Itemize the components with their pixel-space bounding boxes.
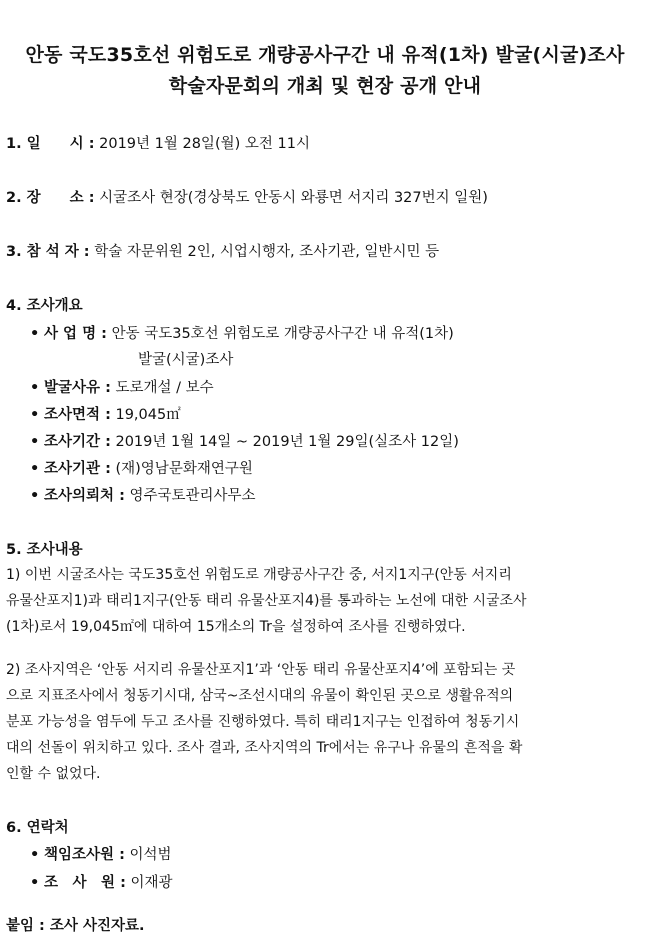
project-name-value-1: 안동 국도35호선 위험도로 개량공사구간 내 유적(1차) bbox=[111, 326, 454, 342]
investigator-value: 이재광 bbox=[130, 875, 173, 891]
content-heading: 5. 조사내용 bbox=[6, 542, 83, 558]
reason-item bbox=[30, 376, 214, 397]
investigator-item bbox=[30, 871, 173, 892]
period-item bbox=[30, 430, 459, 451]
client-label: 조사의뢰처 : bbox=[44, 488, 125, 504]
bullet-dot: • bbox=[30, 326, 40, 342]
project-name-value-2: 발굴(시굴)조사 bbox=[138, 352, 234, 368]
bullet-dot: • bbox=[30, 875, 40, 891]
bullet-dot: • bbox=[30, 434, 40, 450]
chief-investigator-value: 이석범 bbox=[129, 847, 172, 863]
attachment-note: 붙임 : 조사 사진자료. bbox=[6, 918, 145, 934]
investigator-label: 조 사 원 : bbox=[44, 875, 126, 891]
attendees-value: 학술 자문위원 2인, 시업시행자, 조사기관, 일반시민 등 bbox=[94, 244, 440, 260]
project-name-item bbox=[30, 322, 454, 343]
content-paragraph-2 bbox=[6, 657, 646, 787]
overview-heading: 4. 조사개요 bbox=[6, 298, 83, 314]
area-label: 조사면적 : bbox=[44, 407, 111, 423]
place-row bbox=[6, 186, 488, 207]
paragraph-line: 유물산포지1)과 태리1지구(안동 태리 유물산포지4)를 통과하는 노선에 대한 시굴조사 bbox=[6, 593, 527, 609]
paragraph-line: 으로 지표조사에서 청동기시대, 삼국~조선시대의 유물이 확인된 곳으로 생활유적의 bbox=[6, 688, 514, 704]
reason-value: 도로개설 / 보수 bbox=[115, 380, 214, 396]
place-label: 2. 장 소 : bbox=[6, 190, 95, 206]
paragraph-line: (1차)로서 19,045㎡에 대하여 15개소의 Tr을 설정하여 조사를 진행하였다. bbox=[6, 619, 466, 635]
paragraph-line: 대의 선돌이 위치하고 있다. 조사 결과, 조사지역의 Tr에서는 유구나 유물의 흔적을 확 bbox=[6, 740, 523, 756]
bullet-dot: • bbox=[30, 488, 40, 504]
contact-heading: 6. 연락처 bbox=[6, 820, 69, 836]
attendees-row bbox=[6, 240, 439, 261]
content-paragraph-1 bbox=[6, 562, 646, 640]
chief-investigator-item bbox=[30, 843, 172, 864]
date-value: 2019년 1월 28일(월) 오전 11시 bbox=[99, 136, 310, 152]
date-label: 1. 일 시 : bbox=[6, 136, 95, 152]
paragraph-line: 분포 가능성을 염두에 두고 조사를 진행하였다. 특히 태리1지구는 인접하여 청동기시 bbox=[6, 714, 520, 730]
bullet-dot: • bbox=[30, 407, 40, 423]
bullet-dot: • bbox=[30, 847, 40, 863]
agency-item bbox=[30, 457, 253, 478]
project-name-label: 사 업 명 : bbox=[44, 326, 107, 342]
reason-label: 발굴사유 : bbox=[44, 380, 111, 396]
chief-investigator-label: 책임조사원 : bbox=[44, 847, 125, 863]
title-line-2: 학술자문회의 개최 및 현장 공개 안내 bbox=[168, 75, 482, 97]
agency-value: (재)영남문화재연구원 bbox=[115, 461, 253, 477]
agency-label: 조사기관 : bbox=[44, 461, 111, 477]
period-value: 2019년 1월 14일 ~ 2019년 1월 29일(실조사 12일) bbox=[115, 434, 459, 450]
attendees-label: 3. 참 석 자 : bbox=[6, 244, 90, 260]
area-value: 19,045㎡ bbox=[115, 407, 181, 423]
bullet-dot: • bbox=[30, 461, 40, 477]
place-value: 시굴조사 현장(경상북도 안동시 와룡면 서지리 327번지 일원) bbox=[99, 190, 488, 206]
client-item bbox=[30, 484, 256, 505]
paragraph-line: 2) 조사지역은 ‘안동 서지리 유물산포지1’과 ‘안동 태리 유물산포지4’에 포함되는 곳 bbox=[6, 662, 516, 678]
paragraph-line: 1) 이번 시굴조사는 국도35호선 위험도로 개량공사구간 중, 서지1지구(안동 서지리 bbox=[6, 567, 512, 583]
date-row bbox=[6, 132, 310, 153]
period-label: 조사기간 : bbox=[44, 434, 111, 450]
title-line-1: 안동 국도35호선 위험도로 개량공사구간 내 유적(1차) 발굴(시굴)조사 bbox=[25, 44, 625, 66]
client-value: 영주국토관리사무소 bbox=[129, 488, 256, 504]
bullet-dot: • bbox=[30, 380, 40, 396]
paragraph-line: 인할 수 없었다. bbox=[6, 766, 101, 782]
area-item bbox=[30, 403, 181, 424]
